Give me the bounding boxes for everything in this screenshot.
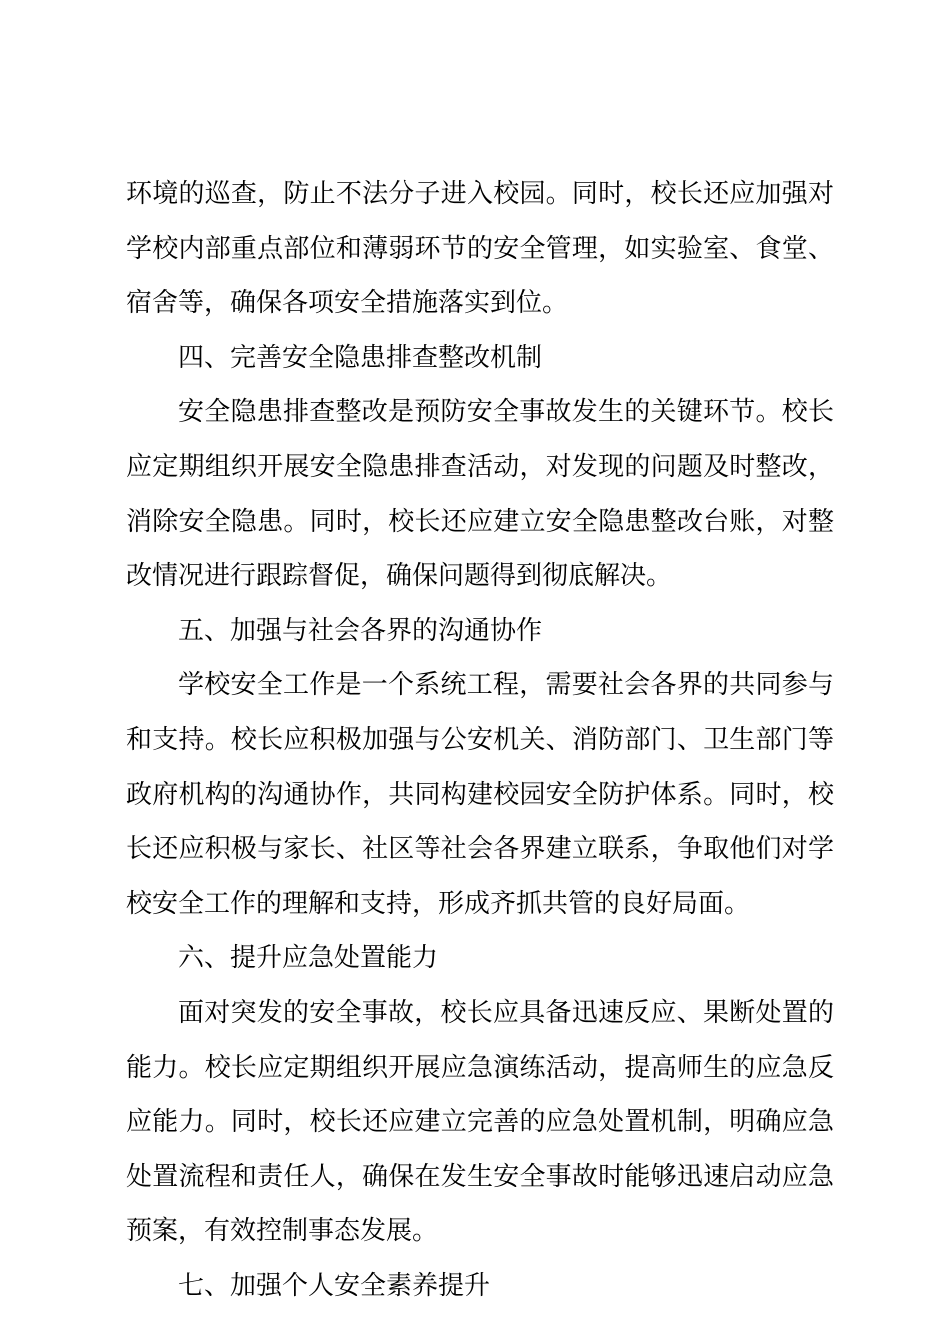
paragraph-section-4: 安全隐患排查整改是预防安全事故发生的关键环节。校长应定期组织开展安全隐患排查活动，对发现的问题及时整改，消除安全隐患。同时，校长还应建立安全隐患整改台账，对整改情况进行跟踪督促，确保问题得到彻底解决。	[126, 397, 834, 592]
section-heading-5: 五、加强与社会各界的沟通协作	[178, 615, 543, 646]
section-heading-4: 四、完善安全隐患排查整改机制	[178, 342, 543, 373]
document-body	[126, 167, 834, 1313]
paragraph-continued: 环境的巡查，防止不法分子进入校园。同时，校长还应加强对学校内部重点部位和薄弱环节的安全管理，如实验室、食堂、宿舍等，确保各项安全措施落实到位。	[126, 179, 834, 319]
paragraph-section-6: 面对突发的安全事故，校长应具备迅速反应、果断处置的能力。校长应定期组织开展应急演练活动，提高师生的应急反应能力。同时，校长还应建立完善的应急处置机制，明确应急处置流程和责任人，确保在发生安全事故时能够迅速启动应急预案，有效控制事态发展。	[126, 997, 834, 1247]
section-heading-7: 七、加强个人安全素养提升	[178, 1270, 491, 1301]
paragraph-section-5: 学校安全工作是一个系统工程，需要社会各界的共同参与和支持。校长应积极加强与公安机关、消防部门、卫生部门等政府机构的沟通协作，共同构建校园安全防护体系。同时，校长还应积极与家长、社区等社会各界建立联系，争取他们对学校安全工作的理解和支持，形成齐抓共管的良好局面。	[126, 670, 834, 919]
section-heading-6: 六、提升应急处置能力	[178, 943, 439, 974]
